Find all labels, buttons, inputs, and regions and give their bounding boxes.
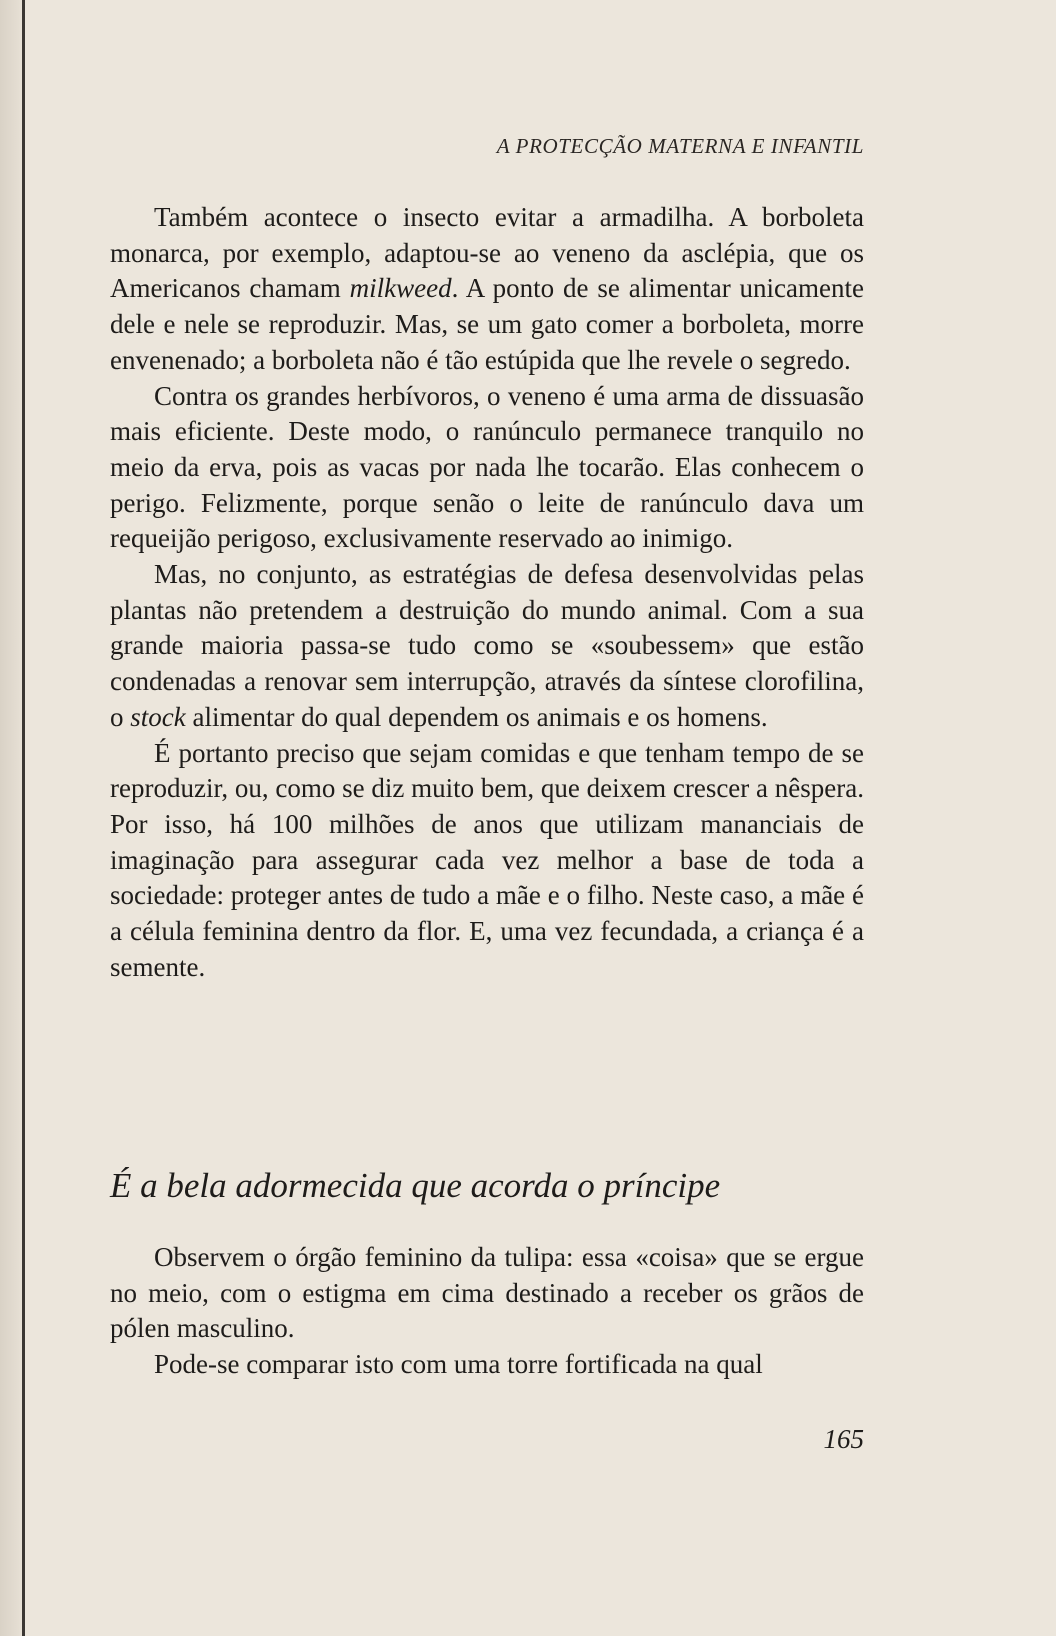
paragraph-1-after: . A ponto de se alimentar unicamente dele e nele se reproduzir. Mas, se um gato comer a borboleta, morre envenenado; a borboleta não é tão estúpida que lhe revele o segredo. bbox=[110, 273, 864, 375]
paragraph-3-after: alimentar do qual dependem os animais e os homens. bbox=[185, 701, 768, 732]
paragraph-3-italic-term: stock bbox=[130, 701, 186, 732]
paragraph-1-before: Também acontece o insecto evitar a armadilha. A borboleta monarca, por exemplo, adaptou-se ao veneno da asclépia, que os Americanos chamam bbox=[110, 202, 864, 304]
paragraph-1-italic-term: milkweed bbox=[349, 273, 452, 304]
binding-spine-line bbox=[22, 0, 25, 1636]
section-heading: É a bela adormecida que acorda o príncipe bbox=[110, 1166, 721, 1205]
section-2-body bbox=[110, 1240, 864, 1383]
paragraph-4: É portanto preciso que sejam comidas e que tenham tempo de se reproduzir, ou, como se diz muito bem, que deixem crescer a nêspera. Por isso, há 100 milhões de anos que utilizam mananciais de imaginação para assegurar cada vez melhor a base de toda a sociedade: proteger antes de tudo a mãe e o filho. Neste caso, a mãe é a célula feminina dentro da flor. E, uma vez fecundada, a criança é a semente. bbox=[110, 737, 864, 982]
paragraph-6: Pode-se comparar isto com uma torre fortificada na qual bbox=[154, 1349, 763, 1380]
section-1-body bbox=[110, 200, 864, 985]
paragraph-5: Observem o órgão feminino da tulipa: essa «coisa» que se ergue no meio, com o estigma em cima destinado a receber os grãos de pólen masculino. bbox=[110, 1242, 864, 1344]
paragraph-1 bbox=[110, 200, 864, 379]
page-number: 165 bbox=[823, 1424, 864, 1454]
paragraph-3-before: Mas, no conjunto, as estratégias de defesa desenvolvidas pelas plantas não pretendem a destruição do mundo animal. Com a sua grande maioria passa-se tudo como se «soubessem» que estão condenadas a renovar sem interrupção, através da síntese clorofilina, o bbox=[110, 559, 864, 732]
running-header: A PROTECÇÃO MATERNA E INFANTIL bbox=[496, 134, 864, 158]
paragraph-3 bbox=[110, 557, 864, 736]
paragraph-2: Contra os grandes herbívoros, o veneno é uma arma de dissuasão mais eficiente. Deste modo, o ranúnculo permanece tranquilo no meio da erva, pois as vacas por nada lhe tocarão. Elas conhecem o perigo. Felizmente, porque senão o leite de ranúnculo dava um requeijão perigoso, exclusivamente reservado ao inimigo. bbox=[110, 380, 864, 554]
